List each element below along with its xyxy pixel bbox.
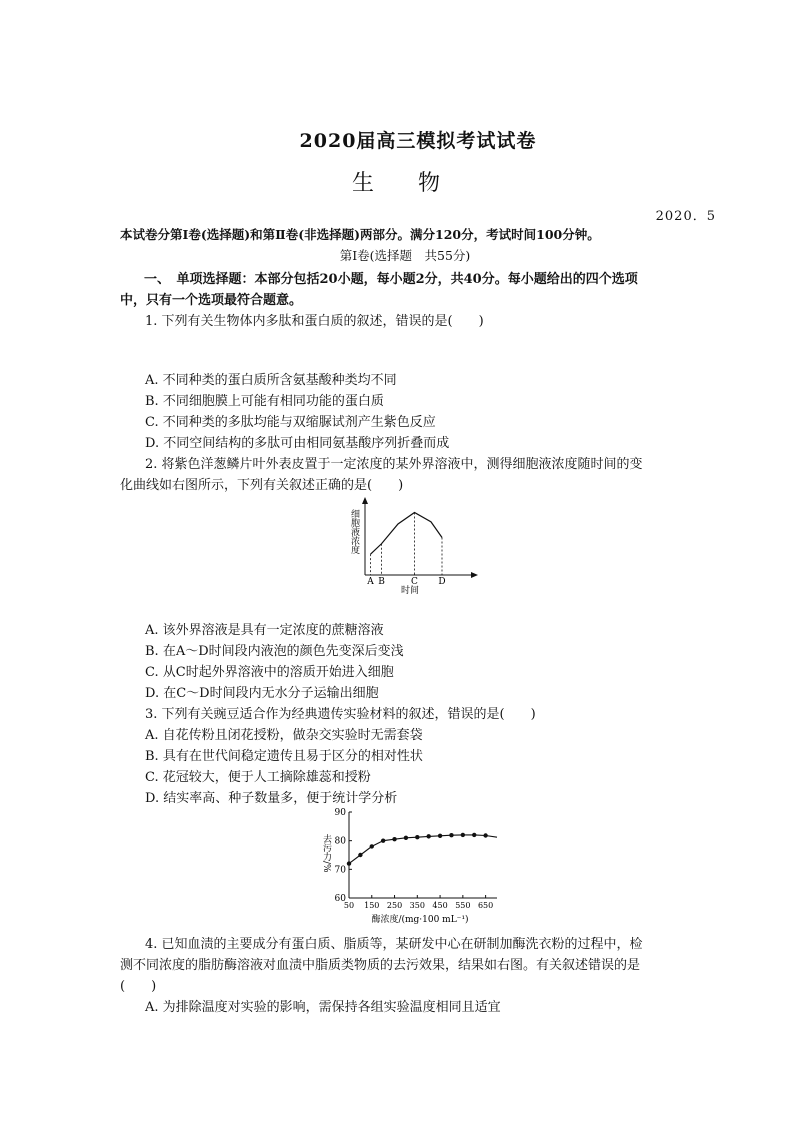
question-4-stem-line3: ( ) xyxy=(120,979,157,994)
data-point xyxy=(347,861,351,865)
data-point xyxy=(426,834,430,838)
concentration-axes xyxy=(362,497,478,578)
x-tick-label: 250 xyxy=(386,901,403,910)
exam-date: 2020．5 xyxy=(655,209,716,224)
x-axis-arrow xyxy=(471,572,478,578)
detergency-chart xyxy=(312,806,508,926)
question-1-option-c: C. 不同种类的多肽均能与双缩脲试剂产生紫色反应 xyxy=(145,415,436,430)
question-3-stem: 3. 下列有关豌豆适合作为经典遗传实验材料的叙述，错误的是( ) xyxy=(145,707,536,722)
x-tick-label: 150 xyxy=(364,901,380,910)
data-point xyxy=(449,833,453,837)
y-tick-label: 90 xyxy=(334,808,346,818)
detergency-curve xyxy=(349,835,497,864)
question-4-stem-line2: 测不同浓度的脂肪酶溶液对血渍中脂质类物质的去污效果，结果如右图。有关叙述错误的是 xyxy=(120,958,641,973)
data-point xyxy=(392,837,396,841)
part-heading: 第Ⅰ卷(选择题 共55分) xyxy=(339,248,471,263)
data-point xyxy=(381,838,385,842)
x-tick-label: 550 xyxy=(455,901,471,910)
question-1-stem: 1. 下列有关生物体内多肽和蛋白质的叙述，错误的是( ) xyxy=(145,314,484,329)
concentration-x-label: 时间 xyxy=(400,586,420,595)
data-point xyxy=(404,836,408,840)
data-point xyxy=(461,833,465,837)
data-point xyxy=(370,844,374,848)
question-2-option-d: D. 在C～D时间段内无水分子运输出细胞 xyxy=(145,686,379,701)
question-1-option-b: B. 不同细胞膜上可能有相同功能的蛋白质 xyxy=(145,394,384,409)
subject-title: 生物 xyxy=(351,171,484,196)
detergency-axes xyxy=(349,812,497,898)
question-3-option-b: B. 具有在世代间稳定遗传且易于区分的相对性状 xyxy=(145,749,423,764)
question-4-option-a: A. 为排除温度对实验的影响，需保持各组实验温度相同且适宜 xyxy=(145,1000,501,1015)
detergency-x-label: 酶浓度/(mg·100 mL⁻¹) xyxy=(371,915,469,925)
concentration-chart xyxy=(340,495,480,595)
tick-label-D: D xyxy=(438,577,446,587)
question-1-option-d: D. 不同空间结构的多肽可由相同氨基酸序列折叠而成 xyxy=(145,436,450,451)
question-3-option-d: D. 结实率高、种子数量多，便于统计学分析 xyxy=(145,791,398,806)
question-1-option-a: A. 不同种类的蛋白质所含氨基酸种类均不同 xyxy=(145,373,397,388)
question-3-option-c: C. 花冠较大，便于人工摘除雄蕊和授粉 xyxy=(145,770,371,785)
tick-label-C: C xyxy=(411,577,418,587)
x-tick-label: 350 xyxy=(409,901,425,910)
question-2-option-c: C. 从C时起外界溶液中的溶质开始进入细胞 xyxy=(145,665,394,680)
x-tick-label: 650 xyxy=(477,901,494,910)
data-point xyxy=(415,835,419,839)
x-tick-label: 50 xyxy=(343,901,355,910)
y-tick-label: 70 xyxy=(334,865,346,876)
question-2-option-a: A. 该外界溶液是具有一定浓度的蔗糖溶液 xyxy=(145,623,384,638)
question-3-option-a: A. 自花传粉且闭花授粉，做杂交实验时无需套袋 xyxy=(145,728,423,743)
question-2-stem-line2: 化曲线如右图所示，下列有关叙述正确的是( ) xyxy=(120,478,404,493)
detergency-y-label: 去污力/% xyxy=(321,834,331,873)
y-tick-label: 80 xyxy=(334,836,346,847)
section-heading-line1: 一、 单项选择题：本部分包括20小题，每小题2分，共40分。每小题给出的四个选项 xyxy=(144,272,638,287)
data-point xyxy=(358,853,362,857)
exam-intro: 本试卷分第Ⅰ卷(选择题)和第Ⅱ卷(非选择题)两部分。满分120分，考试时间100分钟。 xyxy=(120,227,600,242)
data-point xyxy=(438,834,442,838)
data-point xyxy=(483,833,487,837)
question-2-stem-line1: 2. 将紫色洋葱鳞片叶外表皮置于一定浓度的某外界溶液中，测得细胞液浓度随时间的变 xyxy=(145,457,643,472)
concentration-y-label: 细胞液浓度 xyxy=(349,509,359,554)
page-title: 2020届高三模拟考试试卷 xyxy=(299,130,537,152)
section-heading-line2: 中，只有一个选项最符合题意。 xyxy=(120,293,303,308)
data-point xyxy=(472,833,476,837)
y-axis-arrow xyxy=(362,497,368,504)
question-2-option-b: B. 在A～D时间段内液泡的颜色先变深后变浅 xyxy=(145,644,404,659)
y-tick-label: 60 xyxy=(334,894,346,904)
tick-label-A: A xyxy=(367,577,374,587)
question-4-stem-line1: 4. 已知血渍的主要成分有蛋白质、脂质等，某研发中心在研制加酶洗衣粉的过程中，检 xyxy=(145,937,643,952)
x-tick-label: 450 xyxy=(432,901,448,910)
tick-label-B: B xyxy=(378,577,385,587)
